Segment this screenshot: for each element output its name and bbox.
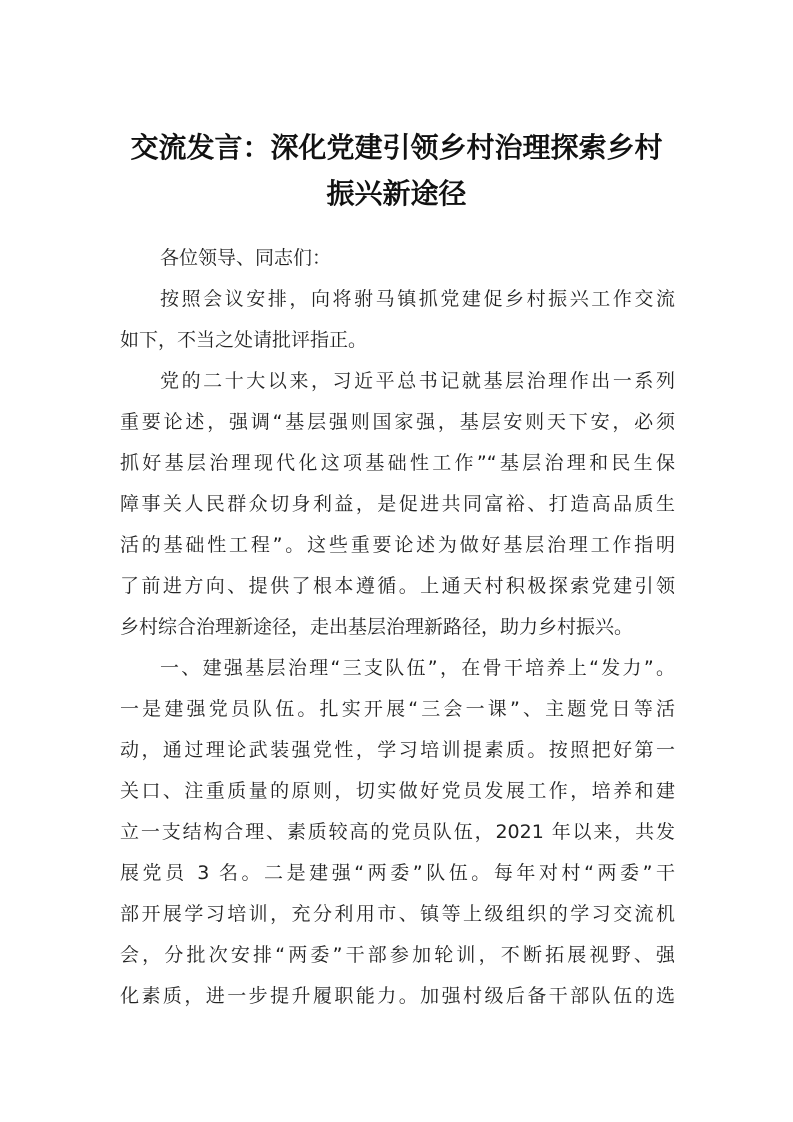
body-text-line: 一、建强基层治理“三支队伍”，在骨干培养上“发力”。: [160, 657, 675, 679]
body-text-line: 各位领导、同志们：: [160, 247, 332, 269]
body-text-line: 部开展学习培训，充分利用市、镇等上级组织的学习交流机: [120, 903, 675, 925]
body-text-line: 展党员 3 名。二是建强“两委”队伍。每年对村“两委”干: [120, 862, 675, 884]
body-text-line: 关口、注重质量的原则，切实做好党员发展工作，培养和建: [120, 780, 675, 802]
document-body: [120, 238, 675, 1017]
body-text-line: 立一支结构合理、素质较高的党员队伍，2021 年以来，共发: [120, 821, 675, 843]
body-text-line: 党的二十大以来，习近平总书记就基层治理作出一系列: [160, 370, 675, 392]
body-text-line: 活的基础性工程”。这些重要论述为做好基层治理工作指明: [120, 534, 675, 556]
document-title-line-2: 振兴新途径: [326, 177, 467, 210]
body-text-line: 一是建强党员队伍。扎实开展“三会一课”、主题党日等活: [120, 698, 675, 720]
body-text-line: 按照会议安排，向将驸马镇抓党建促乡村振兴工作交流: [160, 288, 675, 310]
body-text-line: 重要论述，强调“基层强则国家强，基层安则天下安，必须: [120, 411, 675, 433]
body-text-line: 抓好基层治理现代化这项基础性工作”“基层治理和民生保: [120, 452, 675, 474]
body-text-line: 化素质，进一步提升履职能力。加强村级后备干部队伍的选: [120, 985, 675, 1007]
body-text-line: 会，分批次安排“两委”干部参加轮训，不断拓展视野、强: [120, 944, 675, 966]
body-text-line: 如下，不当之处请批评指正。: [120, 329, 368, 351]
body-text-line: 乡村综合治理新途径，走出基层治理新路径，助力乡村振兴。: [120, 616, 634, 638]
body-text-line: 障事关人民群众切身利益，是促进共同富裕、打造高品质生: [120, 493, 675, 515]
document-title-line-1: 交流发言：深化党建引领乡村治理探索乡村: [130, 131, 663, 164]
body-text-line: 了前进方向、提供了根本遵循。上通天村积极探索党建引领: [120, 575, 675, 597]
body-text-line: 动，通过理论武装强党性，学习培训提素质。按照把好第一: [120, 739, 675, 761]
